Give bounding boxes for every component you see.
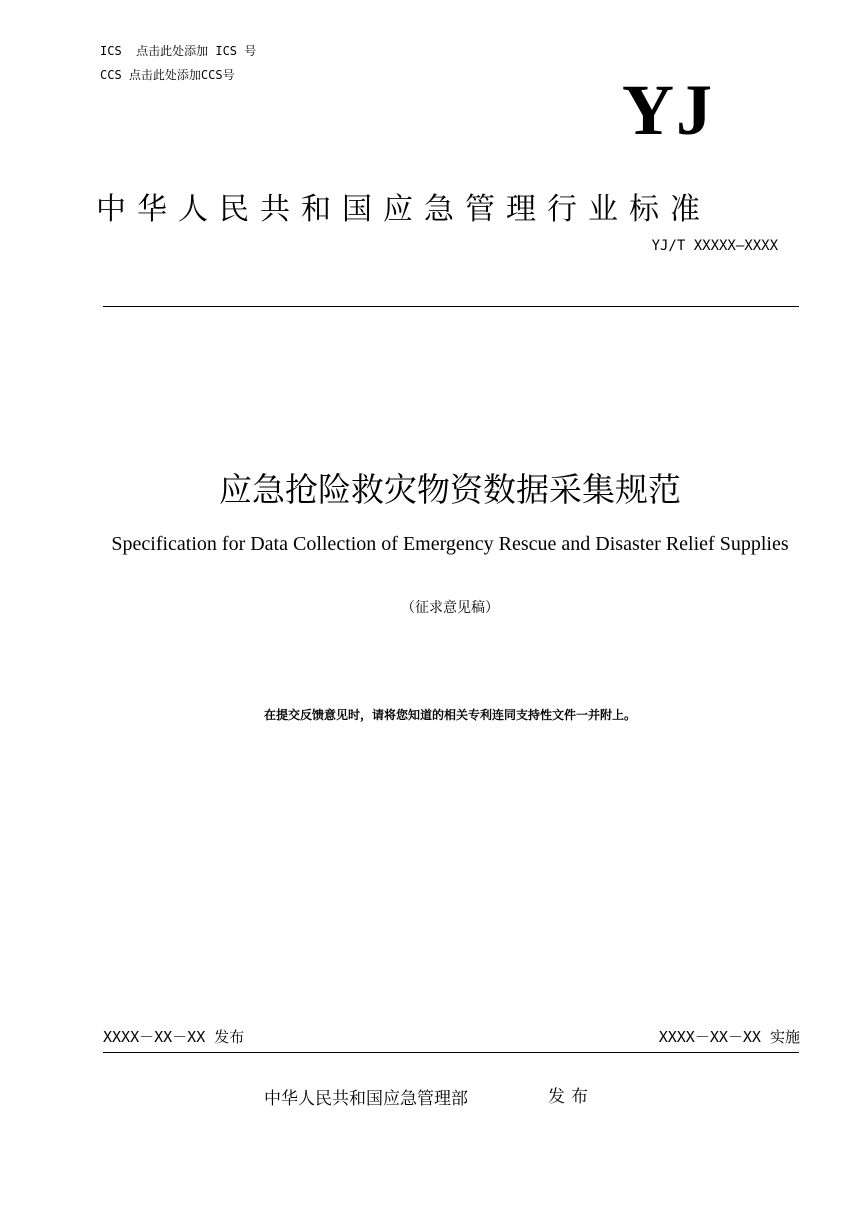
ccs-code-line: CCS 点击此处添加CCS号 — [100, 68, 235, 82]
issuing-action: 发布 — [548, 1087, 594, 1107]
effective-date: XXXX－XX－XX 实施 — [658, 1028, 800, 1046]
standard-logo: YJ — [622, 70, 714, 150]
footer-divider — [103, 1052, 799, 1053]
industry-standard-title: 中华人民共和国应急管理行业标准 — [96, 192, 711, 227]
draft-status: （征求意见稿） — [401, 600, 499, 616]
document-title-chinese: 应急抢险救灾物资数据采集规范 — [219, 470, 681, 509]
ics-code-line: ICS 点击此处添加 ICS 号 — [100, 44, 257, 58]
issue-date: XXXX－XX－XX 发布 — [103, 1028, 245, 1046]
patent-notice: 在提交反馈意见时，请将您知道的相关专利连同支持性文件一并附上。 — [263, 708, 636, 722]
document-title-english: Specification for Data Collection of Emergency Rescue and Disaster Relief Supplies — [111, 533, 789, 555]
header-divider — [103, 306, 799, 307]
issuing-authority: 中华人民共和国应急管理部 — [264, 1089, 468, 1109]
standard-number: YJ/T XXXXX—XXXX — [651, 238, 778, 254]
